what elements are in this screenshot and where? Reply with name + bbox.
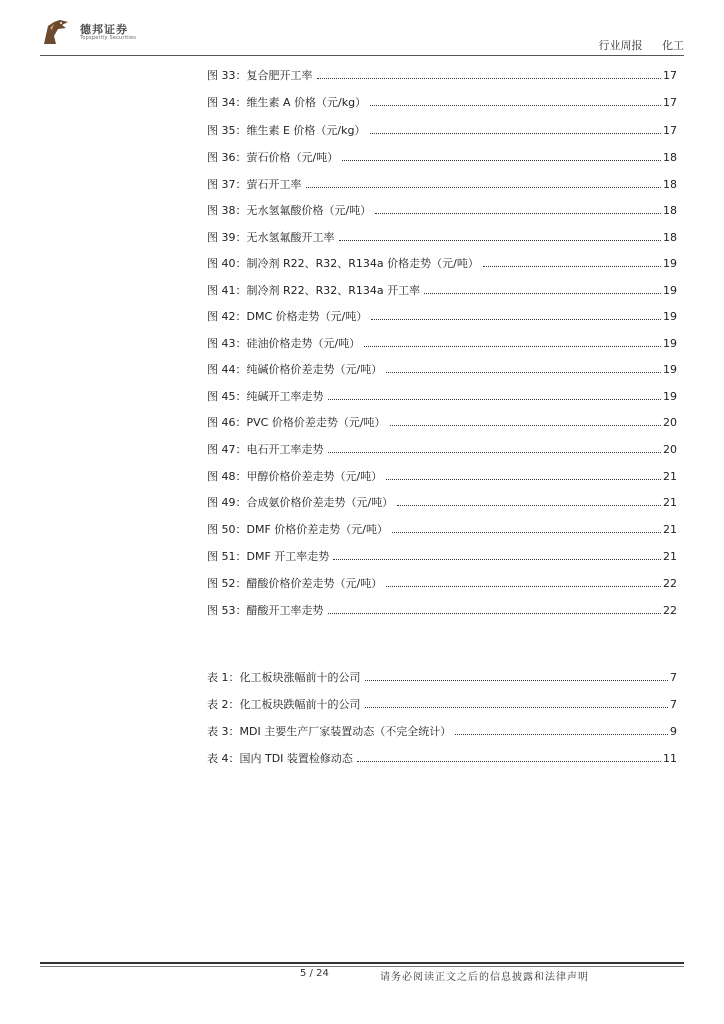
- toc-entry-title: 表 1：化工板块涨幅前十的公司: [207, 671, 361, 684]
- toc-leader: [342, 160, 661, 161]
- toc-entry-figure-50[interactable]: [207, 522, 677, 536]
- toc-entry-title: 图 50：DMF 价格价差走势（元/吨）: [207, 523, 388, 536]
- company-logo: [40, 16, 140, 48]
- toc-entry-page: 18: [663, 204, 677, 217]
- toc-entry-page: 19: [663, 390, 677, 403]
- toc-entry-figure-34[interactable]: [207, 95, 677, 109]
- toc-leader: [424, 293, 661, 294]
- toc-leader: [455, 734, 668, 735]
- sector-label: 化工: [662, 39, 684, 52]
- toc-entry-page: 9: [670, 725, 677, 738]
- toc-entry-title: 图 34：维生素 A 价格（元/kg）: [207, 96, 367, 109]
- toc-entry-figure-36[interactable]: [207, 150, 677, 164]
- toc-entry-figure-52[interactable]: [207, 576, 677, 590]
- toc-entry-title: 图 41：制冷剂 R22、R32、R134a 开工率: [207, 284, 421, 297]
- toc-leader: [357, 761, 661, 762]
- toc-entry-figure-51[interactable]: [207, 549, 677, 563]
- toc-leader: [339, 240, 662, 241]
- toc-entry-title: 表 3：MDI 主要生产厂家装置动态（不完全统计）: [207, 725, 452, 738]
- toc-entry-page: 21: [663, 470, 677, 483]
- toc-entry-figure-41[interactable]: [207, 283, 677, 297]
- disclaimer-note: 请务必阅读正文之后的信息披露和法律声明: [380, 972, 589, 983]
- toc-entry-title: 图 40：制冷剂 R22、R32、R134a 价格走势（元/吨）: [207, 257, 479, 270]
- toc-leader: [317, 78, 662, 79]
- toc-entry-title: 图 33：复合肥开工率: [207, 69, 313, 82]
- toc-leader: [386, 479, 661, 480]
- dragon-logo-icon: [40, 16, 74, 48]
- toc-entry-page: 19: [663, 257, 677, 270]
- toc-entry-page: 20: [663, 443, 677, 456]
- toc-leader: [333, 559, 661, 560]
- toc-leader: [328, 399, 662, 400]
- toc-leader: [364, 346, 661, 347]
- toc-entry-title: 图 42：DMC 价格走势（元/吨）: [207, 310, 368, 323]
- toc-leader: [390, 425, 661, 426]
- toc-entry-page: 17: [663, 124, 677, 137]
- toc-entry-page: 19: [663, 363, 677, 376]
- toc-entry-figure-40[interactable]: [207, 256, 677, 270]
- toc-entry-title: 图 45：纯碱开工率走势: [207, 390, 324, 403]
- toc-entry-page: 11: [663, 752, 677, 765]
- toc-entry-title: 图 47：电石开工率走势: [207, 443, 324, 456]
- toc-leader: [370, 133, 662, 134]
- toc-entry-page: 22: [663, 577, 677, 590]
- toc-entry-title: 图 38：无水氢氟酸价格（元/吨）: [207, 204, 372, 217]
- toc-entry-figure-43[interactable]: [207, 336, 677, 350]
- report-type: 行业周报: [598, 39, 643, 52]
- toc-entry-page: 21: [663, 523, 677, 536]
- header-labels: [583, 37, 685, 53]
- toc-entry-figure-47[interactable]: [207, 442, 677, 456]
- toc-leader: [328, 613, 662, 614]
- toc-leader: [365, 680, 669, 681]
- footer-divider-thin: [40, 966, 684, 967]
- toc-entry-table-4[interactable]: [207, 751, 677, 765]
- toc-leader: [386, 586, 661, 587]
- toc-entry-page: 20: [663, 416, 677, 429]
- toc-entry-title: 表 4：国内 TDI 装置检修动态: [207, 752, 353, 765]
- toc-entry-figure-46[interactable]: [207, 415, 677, 429]
- toc-entry-title: 图 43：硅油价格走势（元/吨）: [207, 337, 361, 350]
- toc-entry-page: 17: [663, 96, 677, 109]
- toc-entry-figure-44[interactable]: [207, 362, 677, 376]
- toc-entry-page: 18: [663, 151, 677, 164]
- toc-entry-title: 图 53：醋酸开工率走势: [207, 604, 324, 617]
- toc-entry-table-3[interactable]: [207, 724, 677, 738]
- toc-entry-page: 17: [663, 69, 677, 82]
- toc-entry-page: 21: [663, 496, 677, 509]
- toc-entry-title: 图 49：合成氨价格价差走势（元/吨）: [207, 496, 394, 509]
- toc-entry-figure-42[interactable]: [207, 309, 677, 323]
- header-divider: [40, 55, 684, 56]
- toc-entry-page: 18: [663, 178, 677, 191]
- toc-entry-figure-38[interactable]: [207, 203, 677, 217]
- logo-name: 德邦证券: [80, 23, 128, 36]
- toc-leader: [328, 452, 662, 453]
- toc-entry-table-1[interactable]: [207, 670, 677, 684]
- footer-divider: [40, 962, 684, 964]
- page-number: 5 / 24: [300, 968, 329, 979]
- toc-entry-title: 图 44：纯碱价格价差走势（元/吨）: [207, 363, 383, 376]
- toc-leader: [386, 372, 661, 373]
- toc-entry-page: 7: [670, 698, 677, 711]
- toc-entry-table-2[interactable]: [207, 697, 677, 711]
- toc-leader: [306, 187, 662, 188]
- toc-leader: [483, 266, 661, 267]
- toc-leader: [375, 213, 661, 214]
- toc-entry-page: 19: [663, 337, 677, 350]
- toc-entry-title: 图 51：DMF 开工率走势: [207, 550, 330, 563]
- toc-entry-figure-39[interactable]: [207, 230, 677, 244]
- toc-entry-title: 表 2：化工板块跌幅前十的公司: [207, 698, 361, 711]
- toc-entry-figure-37[interactable]: [207, 177, 677, 191]
- toc-entry-title: 图 48：甲醇价格价差走势（元/吨）: [207, 470, 383, 483]
- toc-leader: [370, 105, 661, 106]
- toc-leader: [365, 707, 669, 708]
- toc-entry-title: 图 37：萤石开工率: [207, 178, 302, 191]
- toc-entry-title: 图 52：醋酸价格价差走势（元/吨）: [207, 577, 383, 590]
- logo-subtitle: Topsperity Securities: [80, 35, 137, 41]
- toc-entry-page: 21: [663, 550, 677, 563]
- toc-entry-page: 22: [663, 604, 677, 617]
- toc-entry-title: 图 39：无水氢氟酸开工率: [207, 231, 335, 244]
- toc-entry-title: 图 46：PVC 价格价差走势（元/吨）: [207, 416, 386, 429]
- toc-entry-page: 18: [663, 231, 677, 244]
- toc-leader: [397, 505, 661, 506]
- toc-entry-title: 图 36：萤石价格（元/吨）: [207, 151, 339, 164]
- toc-entry-figure-45[interactable]: [207, 389, 677, 403]
- toc-entry-figure-35[interactable]: [207, 123, 677, 137]
- toc-entry-figure-49[interactable]: [207, 495, 677, 509]
- toc-entry-figure-53[interactable]: [207, 603, 677, 617]
- toc-entry-title: 图 35：维生素 E 价格（元/kg）: [207, 124, 366, 137]
- toc-entry-page: 7: [670, 671, 677, 684]
- toc-entry-figure-48[interactable]: [207, 469, 677, 483]
- toc-entry-figure-33[interactable]: [207, 68, 677, 82]
- toc-entry-page: 19: [663, 284, 677, 297]
- toc-entry-page: 19: [663, 310, 677, 323]
- toc-leader: [371, 319, 661, 320]
- toc-leader: [392, 532, 661, 533]
